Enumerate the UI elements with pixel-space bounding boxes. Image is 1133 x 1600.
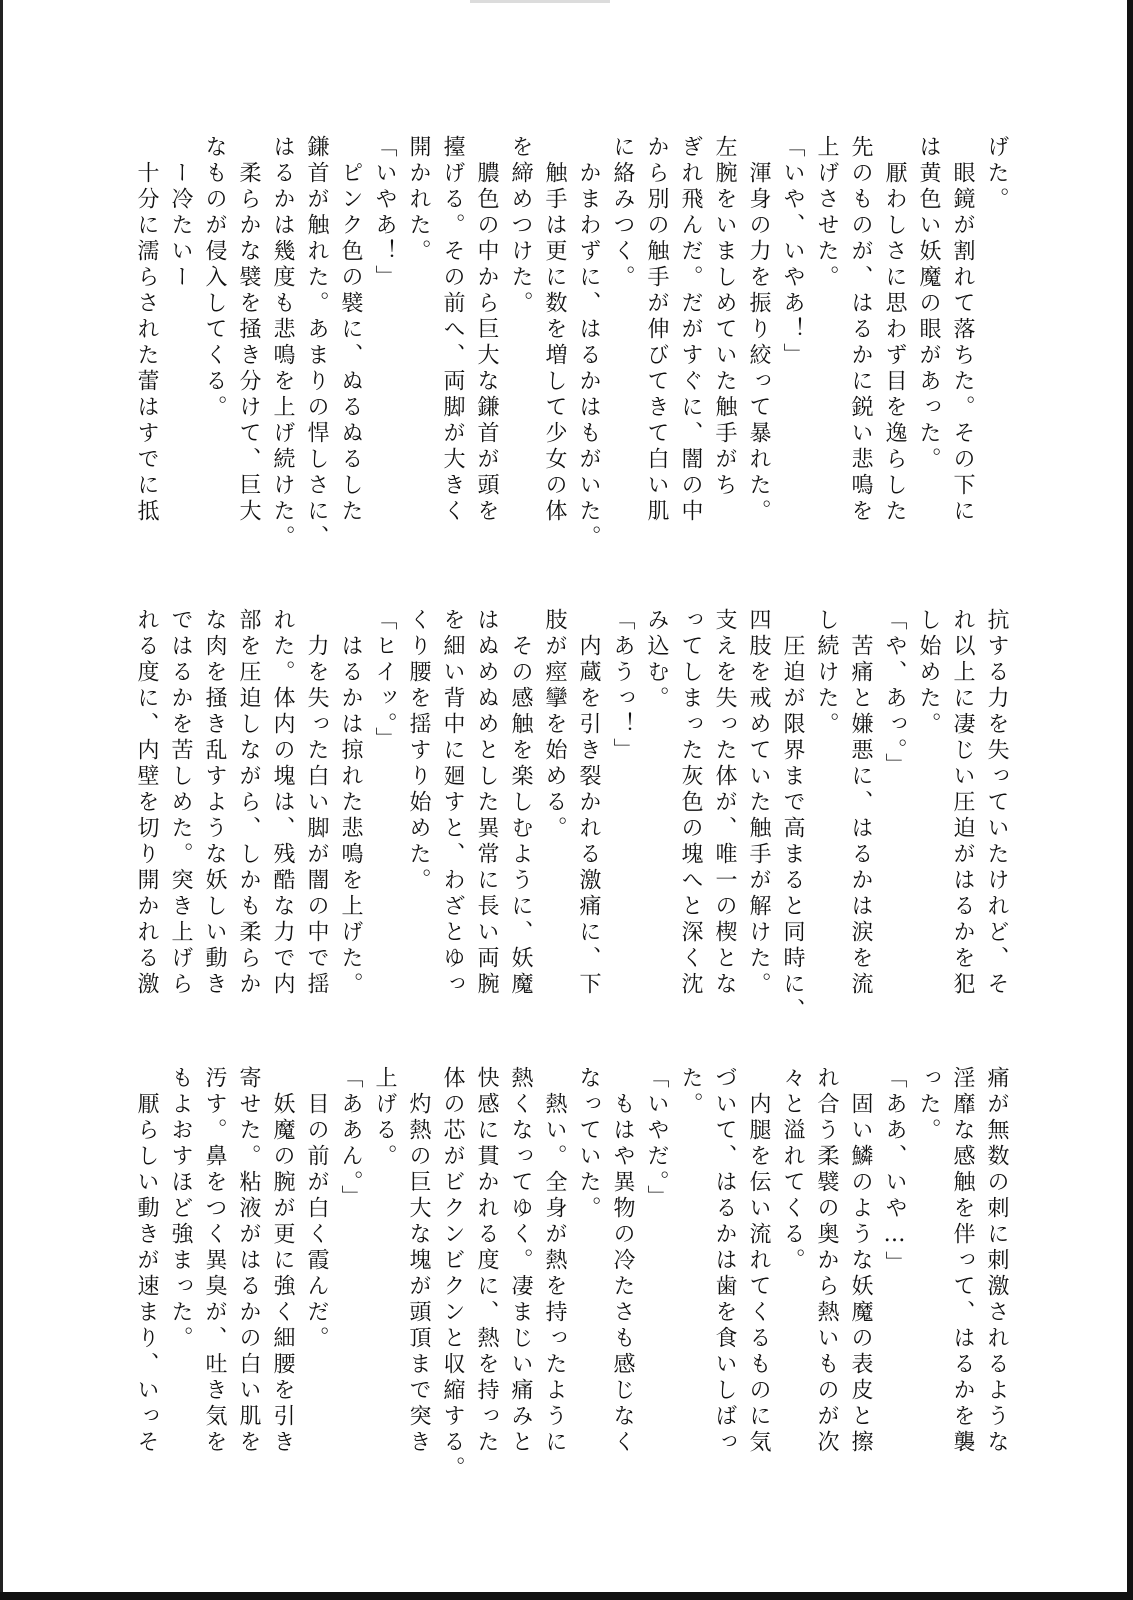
text-line: 「ヒイッ。」 [372, 608, 397, 753]
text-line: 「いやだ。」 [644, 1066, 669, 1211]
text-line: 快感に貫かれる度に、熱を持った [474, 1066, 499, 1456]
text-line: 上げさせた。 [814, 135, 839, 291]
bottom-edge-border [0, 1592, 1133, 1600]
text-line: ー冷たいー [168, 135, 193, 291]
text-line: 「いや、いやあ！」 [780, 135, 805, 369]
text-line: 左腕をいましめていた触手がち [712, 135, 737, 499]
text-line: 部を圧迫しながら、しかも柔らか [236, 608, 261, 998]
text-line: を締めつけた。 [508, 135, 533, 317]
text-line: 「や、あっ。」 [882, 608, 907, 779]
text-line: 膿色の中から巨大な鎌首が頭を [474, 135, 499, 525]
text-line: った。 [916, 1066, 941, 1144]
text-line: 熱くなってゆく。凄まじい痛みと [508, 1066, 533, 1456]
text-line: はるかは幾度も悲鳴を上げ続けた。 [270, 135, 295, 551]
text-line: し始めた。 [916, 608, 941, 738]
text-line: 妖魔の腕が更に強く細腰を引き [270, 1066, 295, 1456]
text-line: 十分に濡らされた蕾はすでに抵 [134, 135, 159, 525]
text-line: もはや異物の冷たさも感じなく [610, 1066, 635, 1456]
text-line: 抗する力を失っていたけれど、そ [984, 608, 1009, 998]
text-line: れた。体内の塊は、残酷な力で内 [270, 608, 295, 998]
text-tier-middle [129, 608, 1013, 1038]
text-line: 々と溢れてくる。 [780, 1066, 805, 1274]
text-line: れ以上に凄じい圧迫がはるかを犯 [950, 608, 975, 998]
text-line: ではるかを苦しめた。突き上げら [168, 608, 193, 998]
text-line: 内蔵を引き裂かれる激痛に、下 [576, 608, 601, 998]
text-line: 目の前が白く霞んだ。 [304, 1066, 329, 1352]
left-edge-border [0, 0, 3, 1600]
text-line: から別の触手が伸びてきて白い肌 [644, 135, 669, 525]
text-line: 鎌首が触れた。あまりの悍しさに、 [304, 135, 329, 551]
text-line: 内腿を伝い流れてくるものに気 [746, 1066, 771, 1456]
text-line: 「いやあ！」 [372, 135, 397, 291]
text-line: た。 [678, 1066, 703, 1118]
text-line: 開かれた。 [406, 135, 431, 265]
text-line: れる度に、内壁を切り開かれる激 [134, 608, 159, 998]
text-line: を細い背中に廻すと、わざとゆっ [440, 608, 465, 998]
text-line: 眼鏡が割れて落ちた。その下に [950, 135, 975, 525]
text-line: なものが侵入してくる。 [202, 135, 227, 421]
text-line: 固い鱗のような妖魔の表皮と擦 [848, 1066, 873, 1456]
text-line: 上げる。 [372, 1066, 397, 1170]
text-line: げた。 [984, 135, 1009, 213]
text-line: 先のものが、はるかに鋭い悲鳴を [848, 135, 873, 525]
text-line: 厭らしい動きが速まり、いっそ [134, 1066, 159, 1456]
text-line: 肢が痙攣を始める。 [542, 608, 567, 842]
text-line: ピンク色の襞に、ぬるぬるした [338, 135, 363, 525]
text-line: み込む。 [644, 608, 669, 712]
text-line: 力を失った白い脚が闇の中で揺 [304, 608, 329, 998]
text-line: なっていた。 [576, 1066, 601, 1222]
text-line: かまわずに、はるかはもがいた。 [576, 135, 601, 551]
text-line: ぎれ飛んだ。だがすぐに、闇の中 [678, 135, 703, 525]
text-line: 厭わしさに思わず目を逸らした [882, 135, 907, 525]
text-line: 柔らかな襞を掻き分けて、巨大 [236, 135, 261, 525]
text-line: 寄せた。粘液がはるかの白い肌を [236, 1066, 261, 1456]
text-line: 汚す。鼻をつく異臭が、吐き気を [202, 1066, 227, 1456]
text-line: 圧迫が限界まで高まると同時に、 [780, 608, 805, 1024]
text-line: は黄色い妖魔の眼があった。 [916, 135, 941, 473]
text-line: 「ああ、いや…」 [882, 1066, 907, 1277]
text-line: 灼熱の巨大な塊が頭頂まで突き [406, 1066, 431, 1456]
text-line: はるかは掠れた悲鳴を上げた。 [338, 608, 363, 998]
text-line: もよおすほど強まった。 [168, 1066, 193, 1352]
text-line: 熱い。全身が熱を持ったように [542, 1066, 567, 1456]
text-line: はぬめぬめとした異常に長い両腕 [474, 608, 499, 998]
text-line: づいて、はるかは歯を食いしばっ [712, 1066, 737, 1456]
text-line: に絡みつく。 [610, 135, 635, 291]
text-line: 淫靡な感触を伴って、はるかを襲 [950, 1066, 975, 1456]
text-line: 支えを失った体が、唯一の楔とな [712, 608, 737, 998]
top-edge-mark [470, 0, 610, 3]
text-line: 体の芯がビクンビクンと収縮する。 [440, 1066, 465, 1482]
text-line: 苦痛と嫌悪に、はるかは涙を流 [848, 608, 873, 998]
text-line: 「あうっ！」 [610, 608, 635, 764]
text-line: れ合う柔襞の奥から熱いものが次 [814, 1066, 839, 1456]
text-line: 擡げる。その前へ、両脚が大きく [440, 135, 465, 525]
text-line: 渾身の力を振り絞って暴れた。 [746, 135, 771, 525]
text-line: 触手は更に数を増して少女の体 [542, 135, 567, 525]
text-line: し続けた。 [814, 608, 839, 738]
text-line: 「ああん。」 [338, 1066, 363, 1211]
text-line: な肉を掻き乱すような妖しい動き [202, 608, 227, 998]
text-line: ってしまった灰色の塊へと深く沈 [678, 608, 703, 998]
text-line: 痛が無数の刺に刺激されるような [984, 1066, 1009, 1456]
right-edge-border [1127, 0, 1133, 1600]
text-line: くり腰を揺すり始めた。 [406, 608, 431, 894]
text-tier-bottom [129, 1066, 1013, 1496]
text-line: その感触を楽しむように、妖魔 [508, 608, 533, 998]
text-line: 四肢を戒めていた触手が解けた。 [746, 608, 771, 998]
text-tier-top [129, 135, 1013, 565]
